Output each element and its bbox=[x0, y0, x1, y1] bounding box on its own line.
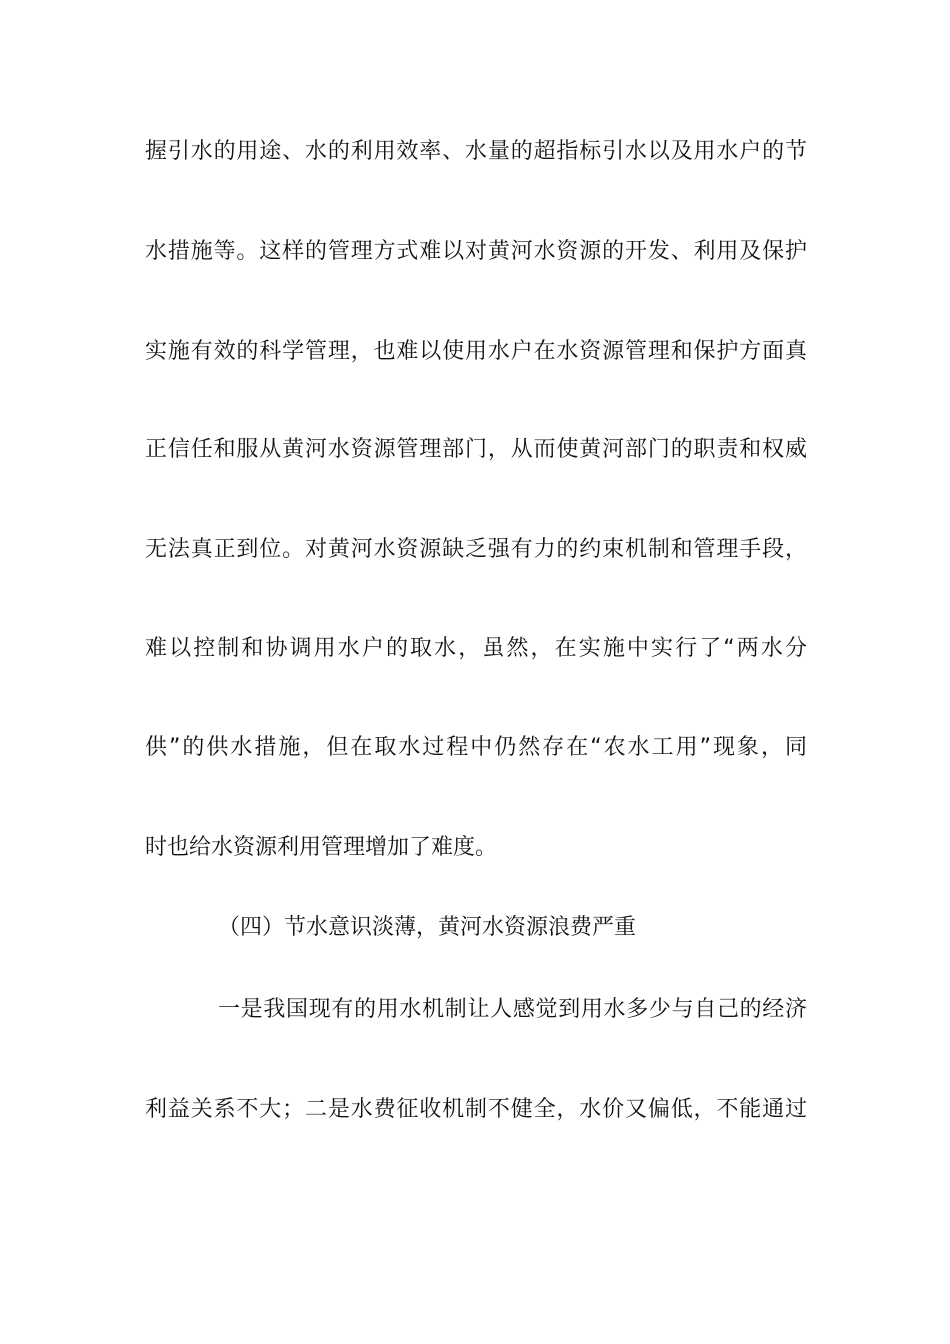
paragraph-line: 握引水的用途、水的利用效率、水量的超指标引水以及用水户的节 bbox=[145, 139, 807, 164]
paragraph-line: 利益关系不大；二是水费征收机制不健全，水价又偏低，不能通过 bbox=[145, 1097, 807, 1122]
section-heading: （四）节水意识淡薄，黄河水资源浪费严重 bbox=[218, 915, 637, 940]
paragraph-line: 水措施等。这样的管理方式难以对黄河水资源的开发、利用及保护 bbox=[145, 239, 807, 264]
paragraph-line: 正信任和服从黄河水资源管理部门，从而使黄河部门的职责和权威 bbox=[145, 437, 807, 462]
paragraph-line: 供”的供水措施，但在取水过程中仍然存在“农水工用”现象，同 bbox=[145, 735, 807, 760]
paragraph-line: 难以控制和协调用水户的取水，虽然，在实施中实行了“两水分 bbox=[145, 636, 807, 661]
paragraph-line: 实施有效的科学管理，也难以使用水户在水资源管理和保护方面真 bbox=[145, 339, 807, 364]
paragraph-line-first: 一是我国现有的用水机制让人感觉到用水多少与自己的经济 bbox=[218, 997, 807, 1022]
paragraph-line-last: 时也给水资源利用管理增加了难度。 bbox=[145, 835, 498, 860]
paragraph-line: 无法真正到位。对黄河水资源缺乏强有力的约束机制和管理手段， bbox=[145, 537, 807, 562]
